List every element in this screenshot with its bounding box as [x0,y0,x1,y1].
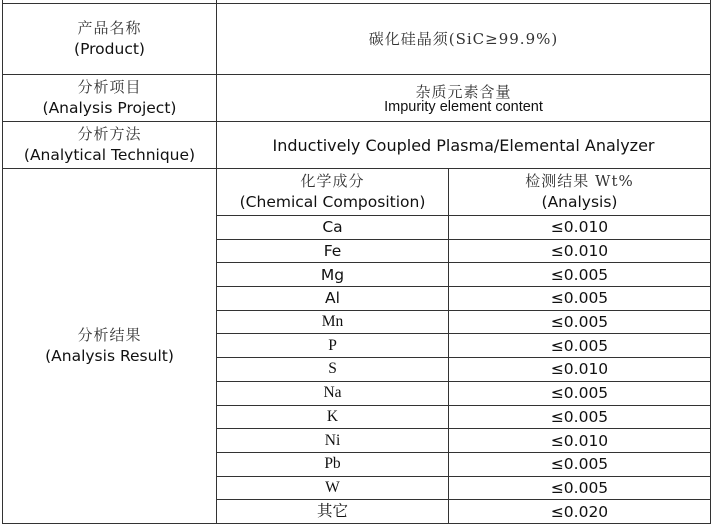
result-header-row [3,169,711,216]
product-row [3,4,711,75]
result-label-zh: 分析结果 [77,325,142,344]
technique-label-zh: 分析方法 [77,125,142,143]
element-name: Mn [217,310,449,334]
element-value: ≤0.005 [449,476,711,500]
element-name: Al [217,287,449,311]
technique-value: Inductively Coupled Plasma/Elemental Analyzer [272,135,655,155]
element-value: ≤0.010 [449,358,711,382]
element-value: ≤0.005 [449,287,711,311]
result-label-cell [3,169,217,524]
element-value: ≤0.005 [449,405,711,429]
element-value: ≤0.005 [449,381,711,405]
product-value-cell [217,4,711,75]
element-name: Ni [217,429,449,453]
composition-header-zh: 化学成分 [300,172,365,190]
element-value: ≤0.005 [449,452,711,476]
analysis-table [2,0,711,524]
project-label-cell [3,75,217,122]
composition-header-cell [217,169,449,216]
project-label-zh: 分析项目 [77,78,142,96]
element-name: S [217,358,449,382]
element-name: 其它 [217,500,449,524]
element-value: ≤0.010 [449,216,711,240]
project-label-en: (Analysis Project) [42,99,177,117]
product-label-cell [3,4,217,75]
element-name: Mg [217,263,449,287]
analysis-header-en: (Analysis) [541,193,618,211]
element-value: ≤0.005 [449,310,711,334]
technique-value-cell [217,122,711,169]
technique-label-en: (Analytical Technique) [23,146,196,164]
element-value: ≤0.005 [449,263,711,287]
element-name: Ca [217,216,449,240]
project-value-cell [217,75,711,122]
element-value: ≤0.020 [449,500,711,524]
composition-header-en: (Chemical Composition) [239,193,426,211]
element-name: Pb [217,452,449,476]
result-label-en: (Analysis Result) [45,346,174,365]
element-name: P [217,334,449,358]
element-name: K [217,405,449,429]
project-value-en: Impurity element content [384,99,543,115]
product-label-en: (Product) [74,40,145,58]
analysis-header-zh: 检测结果 Wt% [525,172,634,190]
element-value: ≤0.005 [449,334,711,358]
analysis-header-cell [449,169,711,216]
element-name: Na [217,381,449,405]
element-name: W [217,476,449,500]
technique-label-cell [3,122,217,169]
technique-row [3,122,711,169]
product-value: 碳化硅晶须(SiC≥99.9%) [368,29,559,48]
product-label-zh: 产品名称 [77,19,142,37]
project-value-zh: 杂质元素含量 [415,83,512,101]
project-row [3,75,711,122]
element-value: ≤0.010 [449,429,711,453]
element-name: Fe [217,239,449,263]
element-value: ≤0.010 [449,239,711,263]
